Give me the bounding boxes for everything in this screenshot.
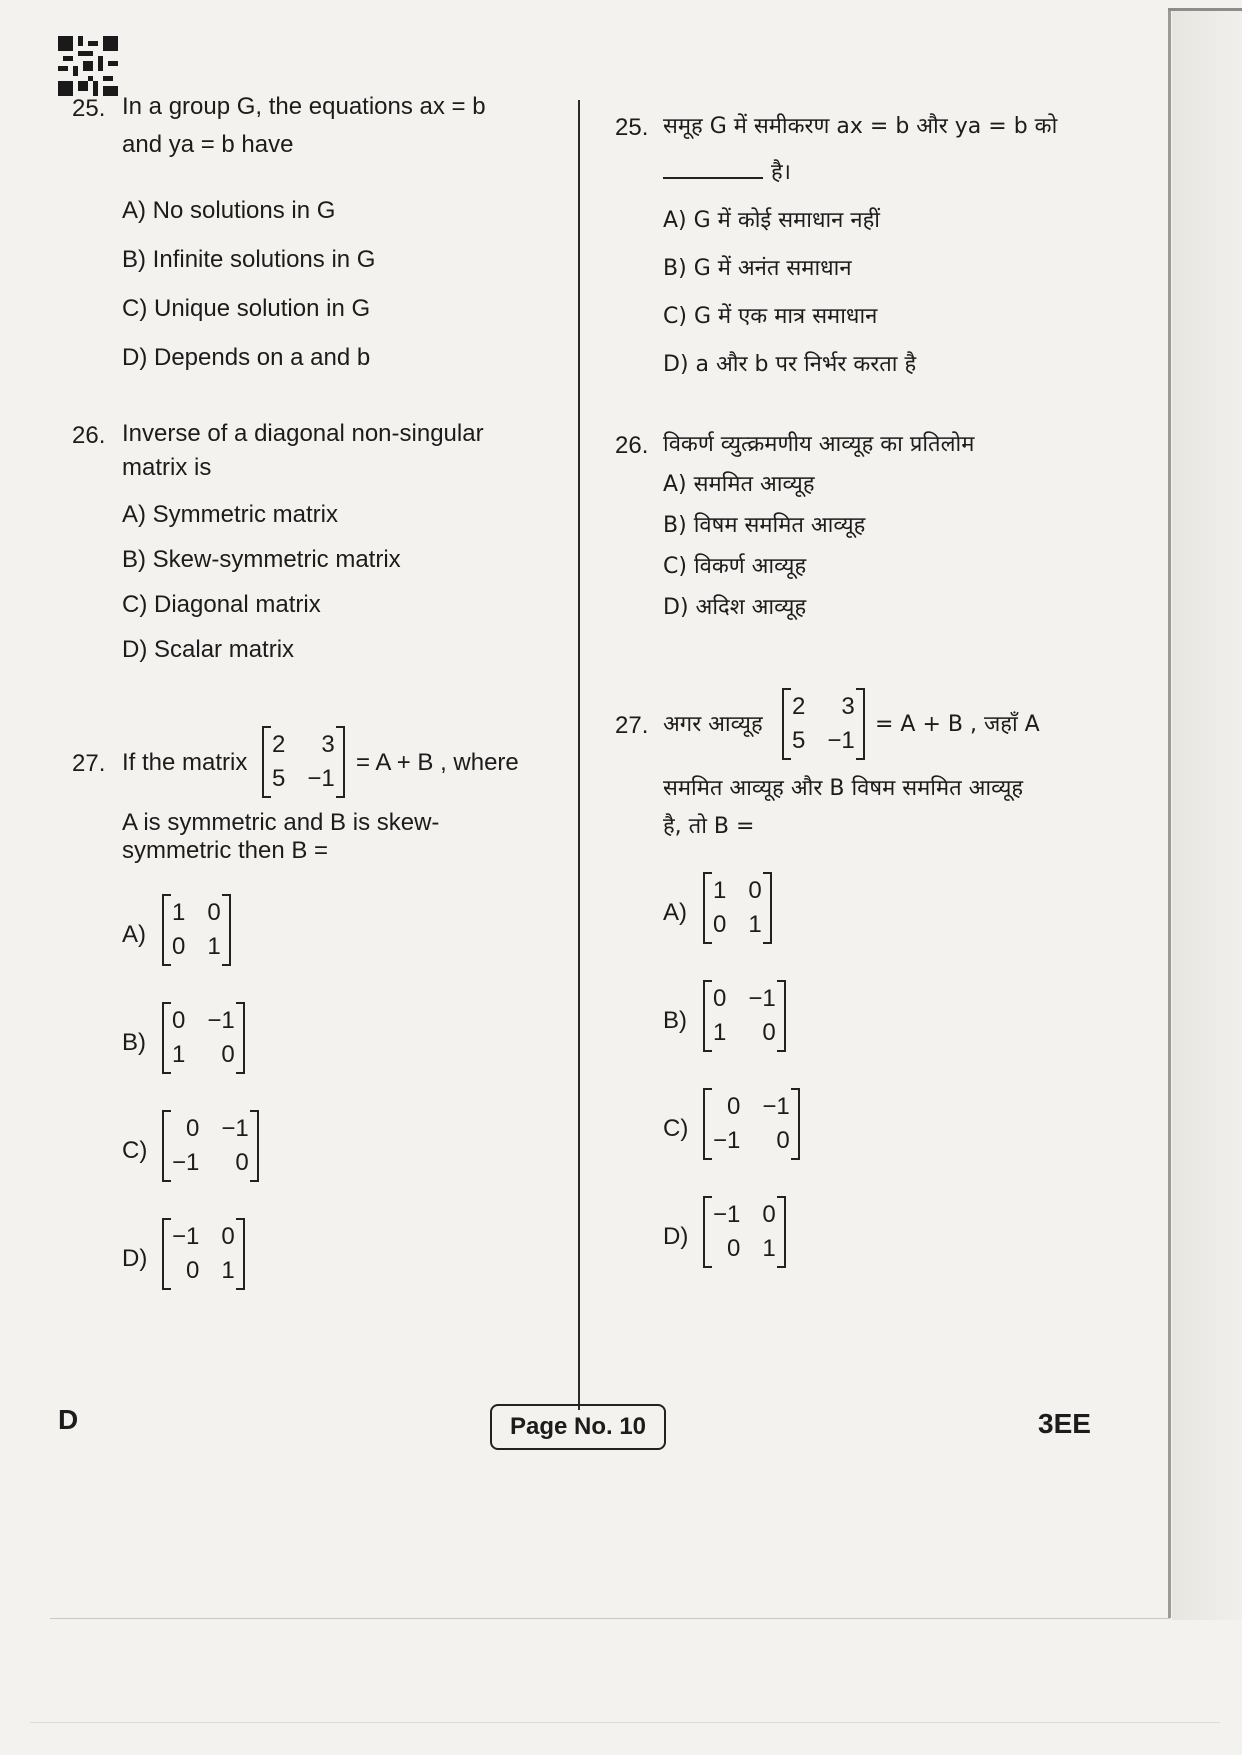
question-number: 26. bbox=[615, 432, 649, 459]
option-text: G में कोई समाधान नहीं bbox=[693, 208, 880, 233]
option-c-matrix bbox=[703, 1088, 800, 1160]
option-d bbox=[663, 593, 806, 623]
option-text: Skew-symmetric matrix bbox=[152, 546, 401, 573]
question-number: 27. bbox=[72, 750, 106, 777]
option-text: a और b पर निर्भर करता है bbox=[695, 352, 917, 377]
option-a-matrix bbox=[703, 872, 772, 944]
option-b bbox=[122, 545, 401, 575]
question-prefix: If the matrix bbox=[122, 749, 248, 776]
option-label: D) bbox=[663, 352, 689, 377]
matrix-entry: 0 bbox=[221, 1223, 235, 1250]
option-text: सममित आव्यूह bbox=[693, 472, 815, 497]
matrix-entry: 0 bbox=[221, 1041, 235, 1068]
option-label: C) bbox=[663, 304, 687, 329]
matrix-entry: 2 bbox=[272, 731, 286, 758]
matrix-entry: 1 bbox=[713, 877, 727, 904]
option-c bbox=[663, 302, 877, 332]
option-label: C) bbox=[663, 554, 687, 579]
option-d-matrix bbox=[703, 1196, 786, 1268]
page-edge-top bbox=[1168, 8, 1242, 11]
option-a bbox=[122, 500, 338, 530]
question-number: 25. bbox=[615, 114, 649, 141]
matrix-entry: 0 bbox=[748, 877, 762, 904]
question-line: Inverse of a diagonal non-singular bbox=[122, 420, 484, 447]
matrix-entry: 3 bbox=[841, 693, 855, 720]
option-text: Scalar matrix bbox=[154, 636, 295, 663]
option-label: A) bbox=[122, 501, 146, 528]
option-text: G में अनंत समाधान bbox=[693, 256, 852, 281]
option-label: B) bbox=[663, 256, 687, 281]
option-d bbox=[122, 635, 294, 665]
question-matrix bbox=[782, 688, 865, 760]
option-text: विषम सममित आव्यूह bbox=[693, 513, 866, 538]
option-text: Depends on a and b bbox=[154, 344, 371, 371]
option-label: A) bbox=[663, 208, 687, 233]
option-c bbox=[122, 590, 321, 620]
question-text bbox=[122, 90, 486, 162]
option-d-matrix bbox=[162, 1218, 245, 1290]
question-suffix: = A + B , जहाँ A bbox=[875, 712, 1040, 737]
matrix-entry: 0 bbox=[172, 1007, 186, 1034]
question-line: सममित आव्यूह और B विषम सममित आव्यूह bbox=[663, 776, 1024, 801]
option-c bbox=[122, 294, 370, 324]
matrix-entry: 0 bbox=[186, 1115, 200, 1142]
option-text: G में एक मात्र समाधान bbox=[693, 304, 878, 329]
option-a bbox=[663, 470, 815, 500]
matrix-entry: 1 bbox=[713, 1019, 727, 1046]
page-number-box: Page No. 10 bbox=[490, 1404, 666, 1450]
page-edge-shadow bbox=[1172, 10, 1242, 1620]
matrix-entry: 0 bbox=[727, 1093, 741, 1120]
option-text: अदिश आव्यूह bbox=[695, 595, 807, 620]
answer-blank bbox=[663, 177, 763, 179]
option-label: D) bbox=[122, 636, 148, 663]
option-label: D) bbox=[663, 595, 689, 620]
question-line-text: है। bbox=[771, 160, 792, 185]
option-label: D) bbox=[663, 1223, 689, 1250]
question-prefix: अगर आव्यूह bbox=[663, 712, 763, 737]
matrix-entry: −1 bbox=[307, 765, 335, 792]
option-c bbox=[663, 552, 806, 582]
question-line: matrix is bbox=[122, 454, 212, 481]
option-text: Diagonal matrix bbox=[154, 591, 321, 618]
option-label: A) bbox=[122, 921, 146, 948]
matrix-entry: 0 bbox=[727, 1235, 741, 1262]
question-number: 27. bbox=[615, 712, 649, 739]
bottom-rule bbox=[50, 1618, 1170, 1619]
column-divider bbox=[578, 100, 580, 1410]
matrix-entry: 3 bbox=[321, 731, 335, 758]
option-c-matrix bbox=[162, 1110, 259, 1182]
question-line: A is symmetric and B is skew- bbox=[122, 809, 440, 836]
matrix-entry: 0 bbox=[172, 933, 186, 960]
matrix-entry: 0 bbox=[235, 1149, 249, 1176]
option-label: A) bbox=[663, 472, 687, 497]
option-text: Unique solution in G bbox=[154, 295, 371, 322]
matrix-entry: 1 bbox=[207, 933, 221, 960]
matrix-entry: 0 bbox=[713, 911, 727, 938]
matrix-entry: −1 bbox=[713, 1201, 741, 1228]
matrix-entry: 0 bbox=[207, 899, 221, 926]
question-suffix: = A + B , where bbox=[356, 749, 519, 776]
matrix-entry: 1 bbox=[748, 911, 762, 938]
question-line: In a group G, the equations ax = b bbox=[122, 93, 486, 120]
option-d bbox=[122, 343, 370, 373]
option-b-matrix bbox=[162, 1002, 245, 1074]
question-number: 26. bbox=[72, 422, 106, 449]
option-label: B) bbox=[122, 246, 146, 273]
option-a-matrix bbox=[162, 894, 231, 966]
matrix-entry: −1 bbox=[207, 1007, 235, 1034]
option-a bbox=[663, 206, 880, 236]
matrix-entry: 0 bbox=[713, 985, 727, 1012]
option-label: A) bbox=[122, 197, 146, 224]
question-line: symmetric then B = bbox=[122, 837, 329, 864]
matrix-entry: 1 bbox=[172, 899, 186, 926]
matrix-entry: −1 bbox=[713, 1127, 741, 1154]
option-label: C) bbox=[122, 591, 148, 618]
option-text: Symmetric matrix bbox=[152, 501, 339, 528]
matrix-entry: −1 bbox=[748, 985, 776, 1012]
matrix-entry: 1 bbox=[762, 1235, 776, 1262]
matrix-entry: 0 bbox=[186, 1257, 200, 1284]
matrix-entry: 5 bbox=[792, 727, 806, 754]
question-text bbox=[122, 417, 484, 485]
option-label: A) bbox=[663, 899, 687, 926]
matrix-entry: 0 bbox=[762, 1201, 776, 1228]
question-line: विकर्ण व्युत्क्रमणीय आव्यूह का प्रतिलोम bbox=[663, 432, 975, 457]
matrix-entry: 1 bbox=[221, 1257, 235, 1284]
matrix-entry: 0 bbox=[776, 1127, 790, 1154]
page-edge-line bbox=[1168, 8, 1171, 1618]
booklet-code: 3EE bbox=[1038, 1408, 1091, 1439]
bottom-rule-faint bbox=[30, 1722, 1220, 1723]
question-line: समूह G में समीकरण ax = b और ya = b को bbox=[663, 114, 1058, 139]
option-a bbox=[122, 196, 335, 226]
option-label: D) bbox=[122, 1245, 148, 1272]
matrix-entry: −1 bbox=[172, 1149, 200, 1176]
option-label: B) bbox=[122, 546, 146, 573]
option-text: No solutions in G bbox=[152, 197, 336, 224]
matrix-entry: 1 bbox=[172, 1041, 186, 1068]
option-label: D) bbox=[122, 344, 148, 371]
set-code: D bbox=[58, 1404, 79, 1435]
option-b-matrix bbox=[703, 980, 786, 1052]
matrix-entry: −1 bbox=[172, 1223, 200, 1250]
option-text: विकर्ण आव्यूह bbox=[693, 554, 807, 579]
option-label: B) bbox=[663, 513, 687, 538]
option-b bbox=[122, 245, 375, 275]
question-matrix bbox=[262, 726, 345, 798]
option-label: C) bbox=[122, 295, 148, 322]
question-line bbox=[663, 158, 791, 188]
matrix-entry: −1 bbox=[827, 727, 855, 754]
matrix-entry: −1 bbox=[221, 1115, 249, 1142]
matrix-entry: 0 bbox=[762, 1019, 776, 1046]
option-d bbox=[663, 350, 916, 380]
matrix-entry: −1 bbox=[762, 1093, 790, 1120]
matrix-entry: 5 bbox=[272, 765, 286, 792]
question-line: है, तो B = bbox=[663, 814, 755, 839]
option-label: C) bbox=[663, 1115, 689, 1142]
option-b bbox=[663, 511, 865, 541]
question-number: 25. bbox=[72, 95, 106, 122]
question-line: and ya = b have bbox=[122, 131, 294, 158]
option-label: B) bbox=[122, 1029, 146, 1056]
option-label: B) bbox=[663, 1007, 687, 1034]
option-b bbox=[663, 254, 852, 284]
matrix-entry: 2 bbox=[792, 693, 806, 720]
option-text: Infinite solutions in G bbox=[152, 246, 376, 273]
qr-code-icon bbox=[58, 36, 118, 96]
option-label: C) bbox=[122, 1137, 148, 1164]
